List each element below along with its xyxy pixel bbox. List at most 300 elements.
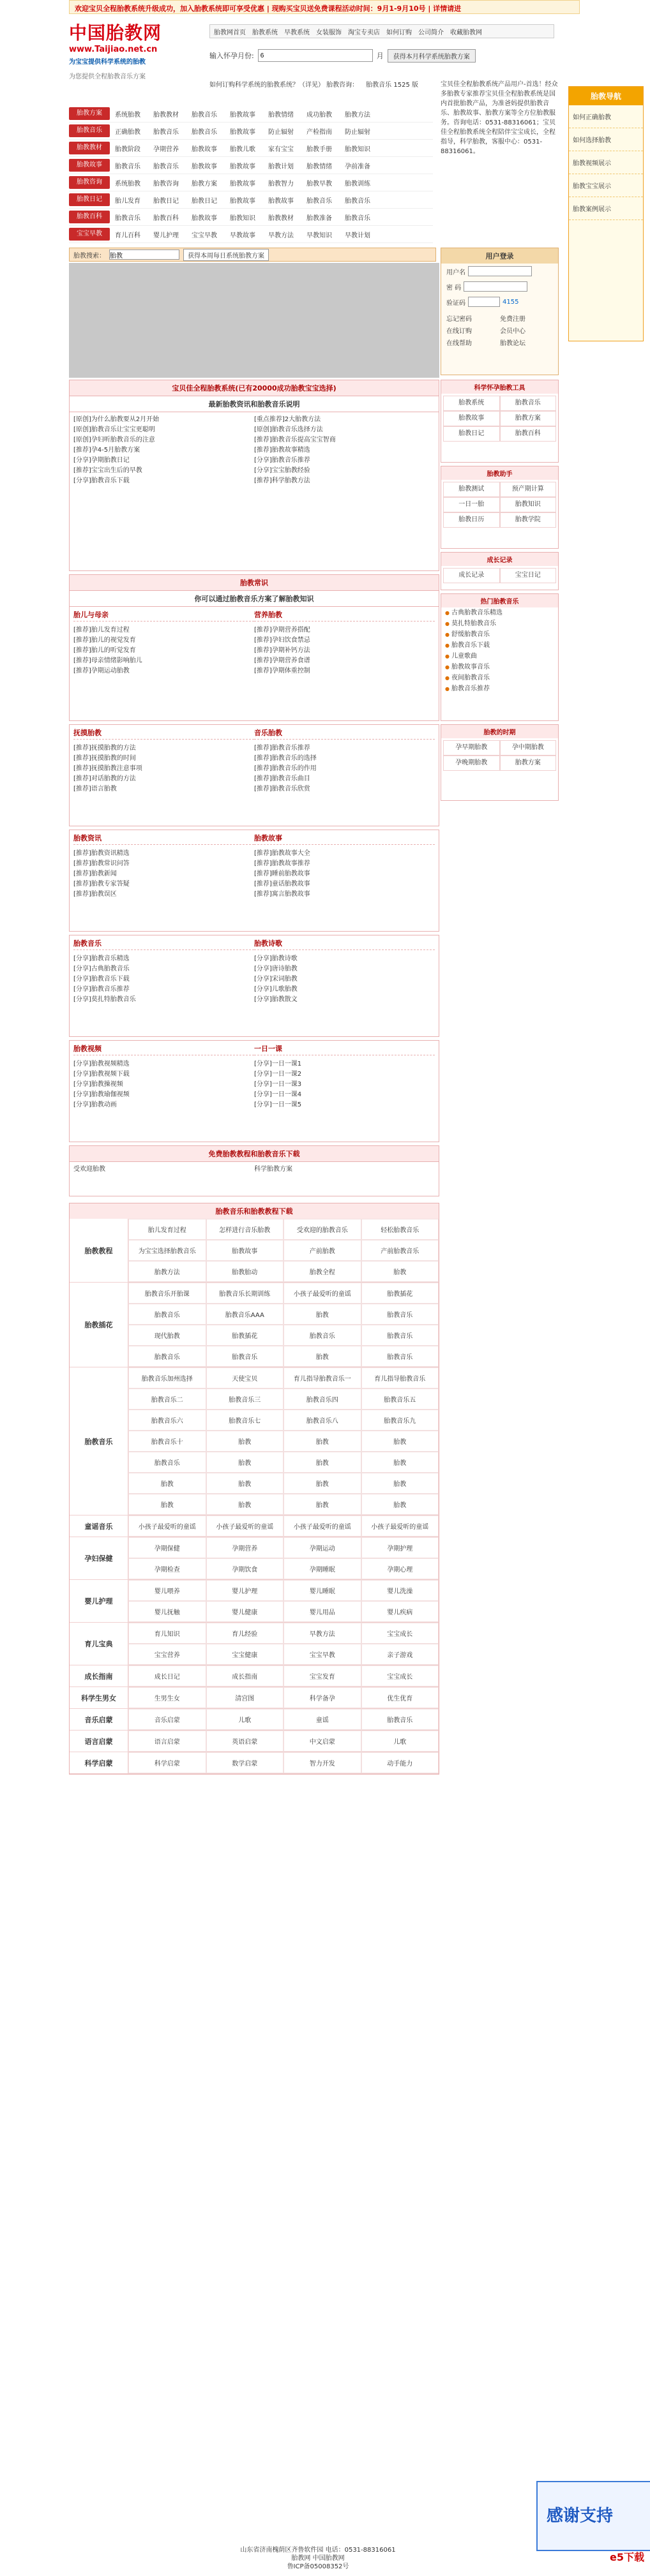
download-link[interactable]: 胎教音乐AAA — [206, 1304, 284, 1325]
download-link[interactable]: 胎教 — [361, 1431, 439, 1452]
article-link[interactable]: [推荐]胎教音乐曲目 — [254, 775, 310, 782]
download-link[interactable]: 胎教 — [206, 1473, 284, 1494]
category-link[interactable]: 胎教音乐 — [306, 197, 332, 205]
category-link[interactable]: 胎教故事 — [192, 145, 217, 153]
category-link[interactable]: 胎教故事 — [230, 180, 255, 188]
tool-link[interactable]: 孕晚期胎教 — [443, 756, 500, 771]
month-unit: 月 — [376, 52, 384, 60]
download-link[interactable]: 婴儿抚触 — [128, 1601, 206, 1622]
music-link[interactable]: ● 莫扎特胎教音乐 — [441, 618, 558, 629]
category-link[interactable]: 防止辐射 — [345, 128, 370, 136]
category-tag[interactable]: 胎教百科 — [69, 211, 110, 223]
download-link[interactable]: 胎教音乐长期训练 — [206, 1283, 284, 1304]
download-link[interactable]: 科学备孕 — [283, 1687, 361, 1708]
tool-link[interactable]: 胎教知识 — [500, 497, 557, 512]
download-link[interactable]: 胎教音乐六 — [128, 1410, 206, 1431]
tool-link[interactable]: 胎教方案 — [500, 756, 557, 771]
topnav-link[interactable]: 胎教系统 — [252, 29, 278, 36]
download-link[interactable]: 语言启蒙 — [128, 1731, 206, 1752]
category-link[interactable]: 胎教方法 — [345, 111, 370, 119]
article-link[interactable]: [推荐]语言胎教 — [73, 785, 117, 793]
category-link[interactable]: 胎教智力 — [268, 180, 294, 188]
category-link[interactable]: 胎教故事 — [230, 197, 255, 205]
article-link[interactable]: 受欢迎胎教 — [73, 1166, 105, 1173]
download-link[interactable]: 怎样进行音乐胎教 — [206, 1219, 284, 1240]
notice-text: 欢迎宝贝全程胎教系统升级成功，加入胎教系统即可享受优惠 | 现购买宝贝送免费课程活动时间：9月1-9月10号 | 详情请进 — [75, 4, 462, 13]
category-link[interactable]: 早教知识 — [306, 232, 332, 239]
article-link[interactable]: 科学胎教方案 — [254, 1166, 292, 1173]
search2-label: 胎教搜索： — [73, 252, 105, 260]
tool-link[interactable]: 胎教系统 — [443, 396, 500, 411]
download-link[interactable]: 胎教 — [361, 1452, 439, 1473]
download-link[interactable]: 胎教插花 — [206, 1325, 284, 1346]
article-link[interactable]: [分享]一日一课3 — [254, 1081, 302, 1088]
login-link[interactable]: 免费注册 — [500, 316, 525, 323]
download-link[interactable]: 孕期运动 — [283, 1537, 361, 1558]
month-input[interactable] — [258, 49, 373, 62]
category-tag[interactable]: 胎教方案 — [69, 107, 110, 120]
login-link[interactable]: 在线帮助 — [446, 340, 472, 347]
download-link[interactable]: 清宫图 — [206, 1687, 284, 1708]
topnav-link[interactable]: 公司简介 — [418, 29, 444, 36]
download-link[interactable]: 小孩子最爱听的童谣 — [283, 1283, 361, 1304]
download-link[interactable]: 英语启蒙 — [206, 1731, 284, 1752]
download-link[interactable]: 胎教 — [361, 1261, 439, 1282]
article-link[interactable]: [分享]莫扎特胎教音乐 — [73, 996, 136, 1003]
article-link[interactable]: [分享]一日一课2 — [254, 1071, 302, 1078]
category-link[interactable]: 胎教知识 — [345, 145, 370, 153]
sidenav-item[interactable]: 胎教视频展示 — [569, 151, 643, 174]
article-link[interactable]: [分享]宝宝胎教经验 — [254, 467, 310, 474]
download-link[interactable]: 胎教 — [361, 1473, 439, 1494]
article-link[interactable]: [分享]孕期胎教日记 — [73, 457, 130, 464]
download-link[interactable]: 胎教 — [128, 1494, 206, 1515]
download-link[interactable]: 儿歌 — [206, 1709, 284, 1730]
category-link[interactable]: 胎教故事 — [192, 214, 217, 222]
article-link[interactable]: [推荐]胎教故事推荐 — [254, 860, 310, 867]
category-link[interactable]: 胎教知识 — [230, 214, 255, 222]
article-link[interactable]: [推荐]胎教音乐推荐 — [254, 745, 310, 752]
download-link[interactable]: 婴儿睡眠 — [283, 1580, 361, 1601]
category-link[interactable]: 胎教故事 — [230, 128, 255, 136]
tool-link[interactable]: 预产期计算 — [500, 482, 557, 497]
login-link[interactable]: 在线订购 — [446, 328, 472, 335]
download-link[interactable]: 宝宝成长 — [361, 1623, 439, 1644]
download-link[interactable]: 童谣 — [283, 1709, 361, 1730]
category-link[interactable]: 胎教音乐 — [153, 163, 179, 170]
download-link[interactable]: 受欢迎的胎教音乐 — [283, 1219, 361, 1240]
download-link[interactable]: 胎教 — [128, 1473, 206, 1494]
category-link[interactable]: 胎教音乐 — [115, 163, 140, 170]
article-link[interactable]: [分享]胎教操视频 — [73, 1081, 123, 1088]
article-link[interactable]: [推荐]孕期运动胎教 — [73, 667, 130, 674]
category-link[interactable]: 胎教阶段 — [115, 145, 140, 153]
music-link[interactable]: ● 胎教故事音乐 — [441, 662, 558, 673]
download-link[interactable]: 早教方法 — [283, 1623, 361, 1644]
code-label: 验证码 — [446, 299, 465, 307]
article-link[interactable]: [推荐]胎教误区 — [73, 891, 117, 898]
category-link[interactable]: 早教方法 — [268, 232, 294, 239]
category-link[interactable]: 防止辐射 — [268, 128, 294, 136]
download-link[interactable]: 胎教音乐九 — [361, 1410, 439, 1431]
download-link[interactable]: 胎教 — [206, 1452, 284, 1473]
download-link[interactable]: 胎教音乐 — [206, 1346, 284, 1367]
article-link[interactable]: [分享]古典胎教音乐 — [73, 965, 130, 972]
username-input[interactable] — [468, 266, 532, 276]
article-link[interactable]: [分享]一日一课5 — [254, 1101, 302, 1108]
article-link[interactable]: [推荐]孕期营养食谱 — [254, 657, 310, 664]
download-link[interactable]: 儿歌 — [361, 1731, 439, 1752]
music-link[interactable]: ● 夜间胎教音乐 — [441, 673, 558, 683]
article-link[interactable]: [重点推荐]2大胎教方法 — [254, 416, 321, 423]
download-link[interactable]: 婴儿喂养 — [128, 1580, 206, 1601]
chat-widget[interactable] — [536, 2481, 650, 2551]
download-link[interactable]: 婴儿疾病 — [361, 1601, 439, 1622]
article-link[interactable]: [分享]胎教音乐下载 — [73, 976, 130, 983]
download-link[interactable]: 胎教 — [206, 1494, 284, 1515]
login-link[interactable]: 会员中心 — [500, 328, 525, 335]
article-link[interactable]: [分享]儿歌胎教 — [254, 986, 298, 993]
article-link[interactable]: [分享]唐诗胎教 — [254, 965, 298, 972]
category-tag[interactable]: 胎教故事 — [69, 159, 110, 172]
download-link[interactable]: 胎儿发育过程 — [128, 1219, 206, 1240]
article-link[interactable]: [推荐]童话胎教故事 — [254, 881, 310, 888]
download-link[interactable]: 小孩子最爱听的童谣 — [283, 1515, 361, 1537]
article-link[interactable]: [推荐]孕期体重控制 — [254, 667, 310, 674]
article-link[interactable]: [推荐]科学胎教方法 — [254, 477, 310, 484]
tool-link[interactable]: 胎教学院 — [500, 512, 557, 528]
article-link[interactable]: [推荐]胎儿发育过程 — [73, 627, 130, 634]
download-link[interactable]: 数学启蒙 — [206, 1752, 284, 1773]
download-link[interactable]: 智力开发 — [283, 1752, 361, 1773]
download-link[interactable]: 孕期睡眠 — [283, 1558, 361, 1579]
article-link[interactable]: [推荐]孕妇饮食禁忌 — [254, 637, 310, 644]
category-link[interactable]: 婴儿护理 — [153, 232, 179, 239]
download-link[interactable]: 孕期心理 — [361, 1558, 439, 1579]
download-link[interactable]: 胎教音乐二 — [128, 1389, 206, 1410]
category-link[interactable]: 胎儿发育 — [115, 197, 140, 205]
category-link[interactable]: 胎教音乐 — [153, 128, 179, 136]
category-link[interactable]: 胎教百科 — [153, 214, 179, 222]
tool-link[interactable]: 胎教故事 — [443, 411, 500, 426]
category-link[interactable]: 胎教音乐 — [115, 214, 140, 222]
download-link[interactable]: 婴儿护理 — [206, 1580, 284, 1601]
sidenav-item[interactable]: 胎教案例展示 — [569, 197, 643, 220]
article-link[interactable]: [分享]胎教瑜伽视频 — [73, 1091, 130, 1098]
music-link[interactable]: ● 胎教音乐下载 — [441, 640, 558, 651]
download-link[interactable]: 生男生女 — [128, 1687, 206, 1708]
category-link[interactable]: 胎教方案 — [192, 180, 217, 188]
download-link[interactable]: 胎教 — [283, 1494, 361, 1515]
article-link[interactable]: [推荐]胎教音乐提高宝宝智商 — [254, 436, 336, 443]
category-link[interactable]: 系统胎教 — [115, 180, 140, 188]
article-link[interactable]: [推荐]抚摸胎教的时间 — [73, 755, 136, 762]
download-link[interactable]: 中文启蒙 — [283, 1731, 361, 1752]
download-link[interactable]: 胎教插花 — [361, 1283, 439, 1304]
category-link[interactable]: 育儿百科 — [115, 232, 140, 239]
category-link[interactable]: 胎教情绪 — [306, 163, 332, 170]
download-link[interactable]: 胎教音乐十 — [128, 1431, 206, 1452]
footer-line1: 山东省济南槐荫区齐鲁软件园 电话：0531-88316061 — [240, 2547, 396, 2554]
download-link[interactable]: 小孩子最爱听的童谣 — [128, 1515, 206, 1537]
search2-button[interactable]: 获得本周每日系统胎教方案 — [183, 249, 269, 261]
download-link[interactable]: 胎教 — [206, 1431, 284, 1452]
article-link[interactable]: [推荐]胎教音乐欣赏 — [254, 785, 310, 793]
category-link[interactable]: 孕期营养 — [153, 145, 179, 153]
music-link[interactable]: ● 儿童歌曲 — [441, 651, 558, 662]
download-link[interactable]: 胎教 — [283, 1473, 361, 1494]
article-link[interactable]: [分享]一日一课4 — [254, 1091, 302, 1098]
article-link[interactable]: [推荐]胎儿的听觉发育 — [73, 647, 136, 654]
download-link[interactable]: 胎教音乐四 — [283, 1389, 361, 1410]
download-link[interactable]: 胎教音乐加州选择 — [128, 1367, 206, 1389]
download-link[interactable]: 产前胎教 — [283, 1240, 361, 1261]
article-link[interactable]: [分享]胎教音乐精选 — [73, 955, 130, 962]
download-link[interactable]: 小孩子最爱听的童谣 — [361, 1515, 439, 1537]
category-link[interactable]: 早教计划 — [345, 232, 370, 239]
article-link[interactable]: [推荐]睡前胎教故事 — [254, 870, 310, 877]
article-link[interactable]: [推荐]孕期营养搭配 — [254, 627, 310, 634]
download-link[interactable]: 胎教 — [361, 1494, 439, 1515]
category-link[interactable]: 胎教训练 — [345, 180, 370, 188]
category-link[interactable]: 胎教故事 — [230, 163, 255, 170]
download-link[interactable]: 婴儿用品 — [283, 1601, 361, 1622]
download-link[interactable]: 育儿经验 — [206, 1623, 284, 1644]
sidenav-item[interactable]: 胎教宝宝展示 — [569, 174, 643, 197]
sidenav-item[interactable]: 如何选择胎教 — [569, 128, 643, 151]
article-link[interactable]: [推荐]胎教专家答疑 — [73, 881, 130, 888]
category-link[interactable]: 孕前准备 — [345, 163, 370, 170]
tool-link[interactable]: 成长记录 — [443, 568, 500, 583]
article-link[interactable]: [推荐]抚摸胎教注意事项 — [73, 765, 142, 772]
download-link[interactable]: 胎教 — [283, 1452, 361, 1473]
article-link[interactable]: [原创]胎教音乐让宝宝更聪明 — [73, 426, 155, 433]
download-link[interactable]: 胎教 — [283, 1304, 361, 1325]
login-link[interactable]: 胎教论坛 — [500, 340, 525, 347]
download-link[interactable]: 孕期饮食 — [206, 1558, 284, 1579]
tool-link[interactable]: 胎教日记 — [443, 426, 500, 442]
download-link[interactable]: 轻松胎教音乐 — [361, 1219, 439, 1240]
row-label: 胎教音乐 — [70, 1367, 128, 1515]
article-link[interactable]: [推荐]对话胎教的方法 — [73, 775, 136, 782]
article-link[interactable]: [推荐]胎儿的视觉发育 — [73, 637, 136, 644]
tool-link[interactable]: 胎教测试 — [443, 482, 500, 497]
topnav-link[interactable]: 如何订购 — [386, 29, 412, 36]
article-link[interactable]: [分享]胎教视频下载 — [73, 1071, 130, 1078]
download-link[interactable]: 现代胎教 — [128, 1325, 206, 1346]
category-tag[interactable]: 胎教音乐 — [69, 124, 110, 137]
article-link[interactable]: [推荐]母亲情绪影响胎儿 — [73, 657, 142, 664]
site-logo[interactable] — [69, 19, 203, 83]
topnav-link[interactable]: 早教系统 — [284, 29, 310, 36]
download-link[interactable]: 婴儿健康 — [206, 1601, 284, 1622]
category-link[interactable]: 胎教手册 — [306, 145, 332, 153]
download-link[interactable]: 胎教音乐三 — [206, 1389, 284, 1410]
download-link[interactable]: 天使宝贝 — [206, 1367, 284, 1389]
download-link[interactable]: 育儿指导胎教音乐一 — [283, 1367, 361, 1389]
category-link[interactable]: 胎教音乐 — [192, 128, 217, 136]
article-link[interactable]: [分享]胎教动画 — [73, 1101, 117, 1108]
topnav-link[interactable]: 收藏胎教网 — [450, 29, 482, 36]
tool-link[interactable]: 孕早期胎教 — [443, 740, 500, 756]
top-notice-bar[interactable] — [69, 0, 580, 14]
download-link[interactable]: 胎教方法 — [128, 1261, 206, 1282]
footer-line2: 胎教网 中国胎教网 — [291, 2555, 345, 2562]
login-link[interactable]: 忘记密码 — [446, 316, 472, 323]
article-link[interactable]: [推荐]孕期补钙方法 — [254, 647, 310, 654]
article-link[interactable]: [推荐]宝宝出生后的早教 — [73, 467, 142, 474]
category-link[interactable]: 胎教日记 — [153, 197, 179, 205]
article-link[interactable]: [推荐]胎教故事精选 — [254, 447, 310, 454]
download-link[interactable]: 为宝宝选择胎教音乐 — [128, 1240, 206, 1261]
download-link[interactable]: 胎教音乐八 — [283, 1410, 361, 1431]
download-link[interactable]: 胎教音乐七 — [206, 1410, 284, 1431]
download-link[interactable]: 孕期护理 — [361, 1537, 439, 1558]
category-link[interactable]: 胎教音乐 — [345, 214, 370, 222]
download-link[interactable]: 成长指南 — [206, 1665, 284, 1686]
category-link[interactable]: 胎教教材 — [153, 111, 179, 119]
download-link[interactable]: 胎教音乐 — [128, 1452, 206, 1473]
download-link[interactable]: 宝宝早教 — [283, 1644, 361, 1665]
article-link[interactable]: [原创]为什么胎教要从2月开始 — [73, 416, 160, 423]
category-link[interactable]: 胎教音乐 — [192, 111, 217, 119]
download-link[interactable]: 宝宝健康 — [206, 1644, 284, 1665]
article-link[interactable]: [分享]一日一课1 — [254, 1061, 302, 1068]
main-banner[interactable] — [69, 263, 439, 378]
category-link[interactable]: 宝宝早教 — [192, 232, 217, 239]
search2-input[interactable] — [109, 249, 179, 260]
category-tag[interactable]: 胎教教材 — [69, 142, 110, 154]
download-link[interactable]: 小孩子最爱听的童谣 — [206, 1515, 284, 1537]
download-link[interactable]: 宝宝成长 — [361, 1665, 439, 1686]
download-link[interactable]: 胎教胎动 — [206, 1261, 284, 1282]
category-link[interactable]: 胎教咨询 — [153, 180, 179, 188]
download-link[interactable]: 胎教音乐 — [361, 1304, 439, 1325]
category-tag[interactable]: 胎教日记 — [69, 193, 110, 206]
topnav-link[interactable]: 女装服饰 — [316, 29, 342, 36]
category-link[interactable]: 胎教故事 — [230, 111, 255, 119]
tool-link[interactable]: 孕中期胎教 — [500, 740, 557, 756]
category-tag[interactable]: 宝宝早教 — [69, 228, 110, 241]
tool-link[interactable]: 胎教音乐 — [500, 396, 557, 411]
download-link[interactable]: 孕期营养 — [206, 1537, 284, 1558]
article-link[interactable]: [推荐]胎教音乐的选择 — [254, 755, 317, 762]
download-link[interactable]: 音乐启蒙 — [128, 1709, 206, 1730]
category-link[interactable]: 胎教儿歌 — [230, 145, 255, 153]
download-link[interactable]: 育儿知识 — [128, 1623, 206, 1644]
category-tag[interactable]: 胎教咨询 — [69, 176, 110, 189]
category-link[interactable]: 胎教早教 — [306, 180, 332, 188]
download-link[interactable]: 优生优育 — [361, 1687, 439, 1708]
category-link[interactable]: 胎教日记 — [192, 197, 217, 205]
search-button[interactable]: 获得本月科学系统胎教方案 — [388, 49, 476, 63]
download-link[interactable]: 胎教 — [283, 1431, 361, 1452]
download-link[interactable]: 宝宝营养 — [128, 1644, 206, 1665]
article-link[interactable]: [分享]胎教视频精选 — [73, 1061, 130, 1068]
row-cells — [128, 1537, 439, 1579]
category-row — [69, 191, 433, 209]
download-link[interactable]: 成长日记 — [128, 1665, 206, 1686]
category-link[interactable]: 胎教计划 — [268, 163, 294, 170]
article-link[interactable]: [分享]胎教音乐下载 — [73, 477, 130, 484]
article-link[interactable]: [推荐]抚摸胎教的方法 — [73, 745, 136, 752]
article-link[interactable]: [推荐]胎教常识问答 — [73, 860, 130, 867]
topnav-link[interactable]: 胎教网首页 — [214, 29, 246, 36]
download-link[interactable]: 婴儿洗澡 — [361, 1580, 439, 1601]
captcha-input[interactable] — [468, 297, 500, 307]
music-link[interactable]: ● 舒缓胎教音乐 — [441, 629, 558, 640]
category-link[interactable]: 成功胎教 — [306, 111, 332, 119]
tool-link[interactable]: 一日一胎 — [443, 497, 500, 512]
topnav-link[interactable]: 淘宝专卖店 — [348, 29, 380, 36]
download-link[interactable]: 胎教音乐 — [361, 1325, 439, 1346]
password-input[interactable] — [464, 281, 527, 292]
download-link[interactable]: 育儿指导胎教音乐 — [361, 1367, 439, 1389]
download-link[interactable]: 胎教 — [283, 1346, 361, 1367]
article-link[interactable]: [分享]胎教诗歌 — [254, 955, 298, 962]
download-link[interactable]: 动手能力 — [361, 1752, 439, 1773]
article-link[interactable]: [分享]胎教散文 — [254, 996, 298, 1003]
article-link[interactable]: [分享]宋词胎教 — [254, 976, 298, 983]
tool-link[interactable]: 胎教百科 — [500, 426, 557, 442]
category-link[interactable]: 胎教准备 — [306, 214, 332, 222]
category-link[interactable]: 胎教音乐 — [345, 197, 370, 205]
download-link[interactable]: 胎教音乐 — [283, 1325, 361, 1346]
category-link[interactable]: 正确胎教 — [115, 128, 140, 136]
download-link[interactable]: 孕期保健 — [128, 1537, 206, 1558]
sidenav-item[interactable]: 如何正确胎教 — [569, 105, 643, 128]
download-link[interactable]: 胎教音乐开胎课 — [128, 1283, 206, 1304]
download-link[interactable]: 胎教音乐 — [361, 1346, 439, 1367]
download-link[interactable]: 胎教故事 — [206, 1240, 284, 1261]
article-link[interactable]: [推荐]胎教资讯精选 — [73, 850, 130, 857]
tool-link[interactable]: 胎教日历 — [443, 512, 500, 528]
download-link[interactable]: 胎教音乐 — [128, 1304, 206, 1325]
category-link[interactable]: 早教故事 — [230, 232, 255, 239]
category-link[interactable]: 胎教教材 — [268, 214, 294, 222]
download-link[interactable]: 亲子游戏 — [361, 1644, 439, 1665]
article-link[interactable]: [推荐]胎教故事大全 — [254, 850, 310, 857]
category-link[interactable]: 产检指南 — [306, 128, 332, 136]
article-link[interactable]: [原创]孕妇听胎教音乐的注意 — [73, 436, 155, 443]
article-link[interactable]: [推荐]孕4-5月胎教方案 — [73, 447, 140, 454]
category-link[interactable]: 胎教情绪 — [268, 111, 294, 119]
article-link[interactable]: [推荐]寓言胎教故事 — [254, 891, 310, 898]
tool-link[interactable]: 胎教方案 — [500, 411, 557, 426]
download-link[interactable]: 产前胎教音乐 — [361, 1240, 439, 1261]
download-link[interactable]: 科学启蒙 — [128, 1752, 206, 1773]
article-link[interactable]: [分享]胎教音乐推荐 — [254, 457, 310, 464]
music-link[interactable]: ● 胎教音乐推荐 — [441, 683, 558, 694]
download-link[interactable]: 宝宝发育 — [283, 1665, 361, 1686]
download-link[interactable]: 胎教音乐 — [128, 1346, 206, 1367]
helper-title: 胎教助手 — [441, 466, 558, 480]
category-link[interactable]: 系统胎教 — [115, 111, 140, 119]
category-link[interactable]: 胎教故事 — [192, 163, 217, 170]
category-link[interactable]: 家有宝宝 — [268, 145, 294, 153]
article-link[interactable]: [原创]胎教音乐选择方法 — [254, 426, 323, 433]
music-link[interactable]: ● 古典胎教音乐精选 — [441, 607, 558, 618]
download-link[interactable]: 胎教全程 — [283, 1261, 361, 1282]
article-link[interactable]: [分享]胎教音乐推荐 — [73, 986, 130, 993]
article-link[interactable]: [推荐]胎教新闻 — [73, 870, 117, 877]
article-link[interactable]: [推荐]胎教音乐的作用 — [254, 765, 317, 772]
download-link[interactable]: 胎教音乐 — [361, 1709, 439, 1730]
category-link[interactable]: 胎教故事 — [268, 197, 294, 205]
download-link[interactable]: 胎教音乐五 — [361, 1389, 439, 1410]
tool-link[interactable]: 宝宝日记 — [500, 568, 557, 583]
download-link[interactable]: 孕期检查 — [128, 1558, 206, 1579]
